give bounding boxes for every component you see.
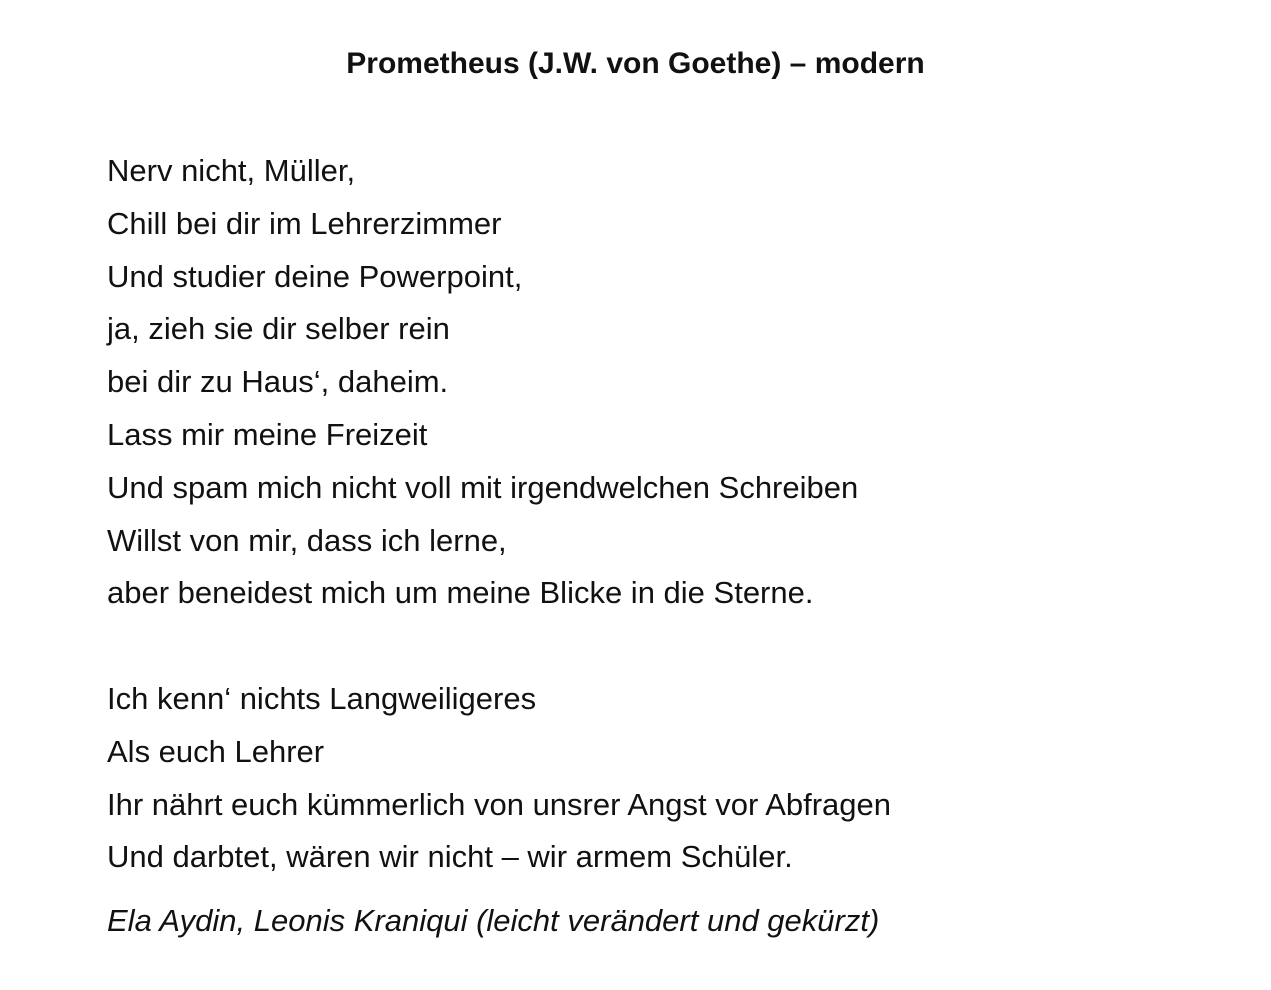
poem-line: Chill bei dir im Lehrerzimmer [107, 205, 502, 241]
poem-title: Prometheus (J.W. von Goethe) – modern [346, 47, 925, 80]
poem-line: Willst von mir, dass ich lerne, [107, 522, 507, 558]
poem-line: Und spam mich nicht voll mit irgendwelchen Schreiben [107, 469, 859, 505]
poem-line: bei dir zu Haus‘, daheim. [107, 364, 449, 400]
poem-line: Nerv nicht, Müller, [107, 153, 356, 188]
poem-line: Als euch Lehrer [107, 733, 325, 769]
poem-line: ja, zieh sie dir selber rein [107, 311, 450, 347]
poem-line: Und studier deine Powerpoint, [107, 258, 523, 294]
poem-line: aber beneidest mich um meine Blicke in die Sterne. [107, 575, 814, 611]
poem-line: Lass mir meine Freizeit [107, 416, 428, 452]
poem-stanza-2 [107, 673, 891, 884]
poem-credit: Ela Aydin, Leonis Kraniqui (leicht verändert und gekürzt) [107, 903, 880, 938]
poem-stanza-1 [107, 145, 858, 620]
poem-line: Und darbtet, wären wir nicht – wir armem Schüler. [107, 839, 793, 875]
poem-line: Ihr nährt euch kümmerlich von unsrer Angst vor Abfragen [107, 786, 892, 822]
poem-line: Ich kenn‘ nichts Langweiligeres [107, 681, 537, 716]
